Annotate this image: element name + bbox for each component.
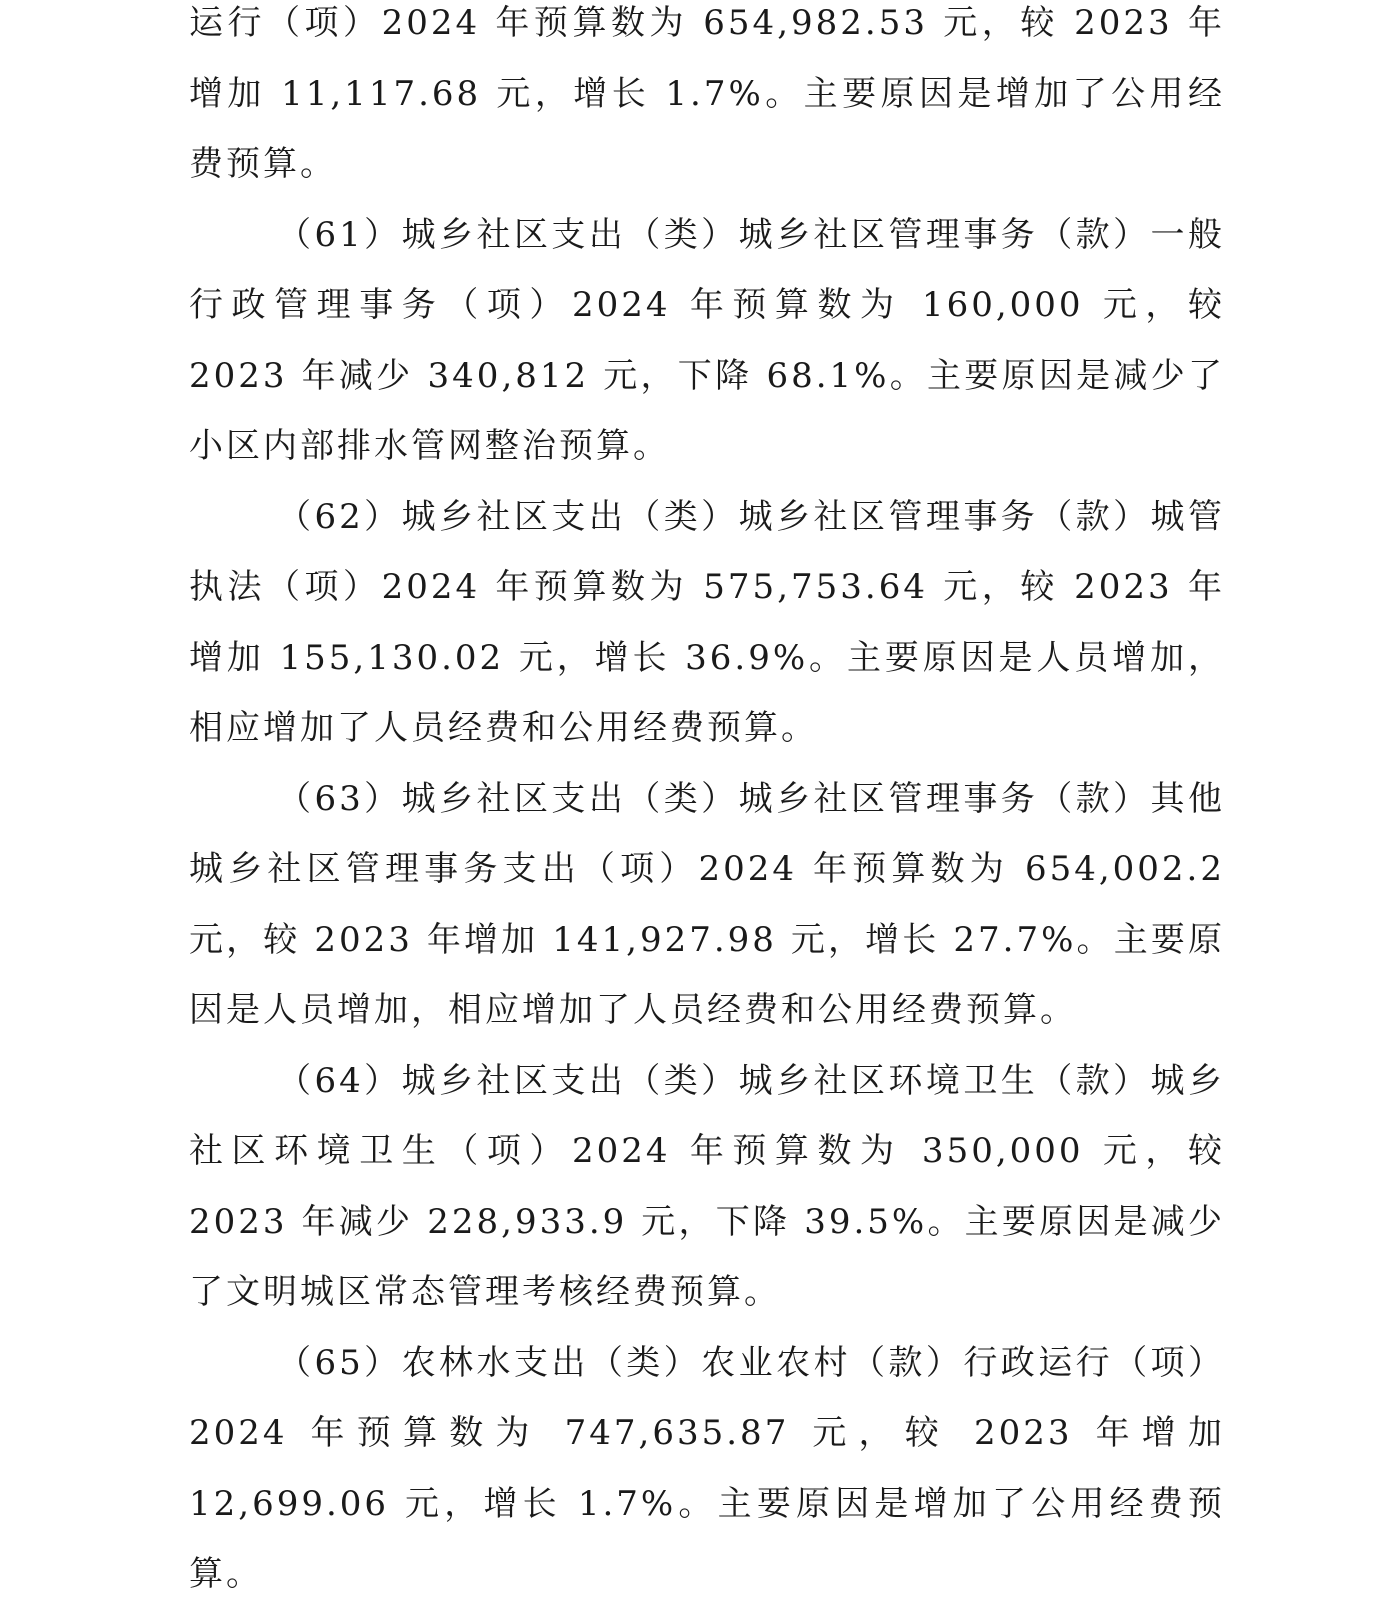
paragraph-item-63: （63）城乡社区支出（类）城乡社区管理事务（款）其他城乡社区管理事务支出（项）2024 年预算数为 654,002.2 元，较 2023 年增加 141,927.98 元，增长 27.7%。主要原因是人员增加，相应增加了人员经费和公用经费预算。 (189, 778, 1225, 1030)
paragraph-item-62: （62）城乡社区支出（类）城乡社区管理事务（款）城管执法（项）2024 年预算数为 575,753.64 元，较 2023 年增加 155,130.02 元，增长 36.9%。主要原因是人员增加，相应增加了人员经费和公用经费预算。 (189, 496, 1225, 748)
paragraph-item-61: （61）城乡社区支出（类）城乡社区管理事务（款）一般行政管理事务（项）2024 年预算数为 160,000 元，较 2023 年减少 340,812 元，下降 68.1%。主要原因是减少了小区内部排水管网整治预算。 (189, 214, 1225, 466)
paragraph-item-65: （65）农林水支出（类）农业农村（款）行政运行（项）2024 年预算数为 747,635.87 元，较 2023 年增加 12,699.06 元，增长 1.7%。主要原因是增加了公用经费预算。 (189, 1342, 1225, 1594)
paragraph-item-64: （64）城乡社区支出（类）城乡社区环境卫生（款）城乡社区环境卫生（项）2024 年预算数为 350,000 元，较 2023 年减少 228,933.9 元，下降 39.5%。主要原因是减少了文明城区常态管理考核经费预算。 (189, 1060, 1225, 1312)
document-page (189, 0, 1225, 1610)
paragraph-item-60-continuation: 运行（项）2024 年预算数为 654,982.53 元，较 2023 年增加 11,117.68 元，增长 1.7%。主要原因是增加了公用经费预算。 (189, 3, 1225, 184)
